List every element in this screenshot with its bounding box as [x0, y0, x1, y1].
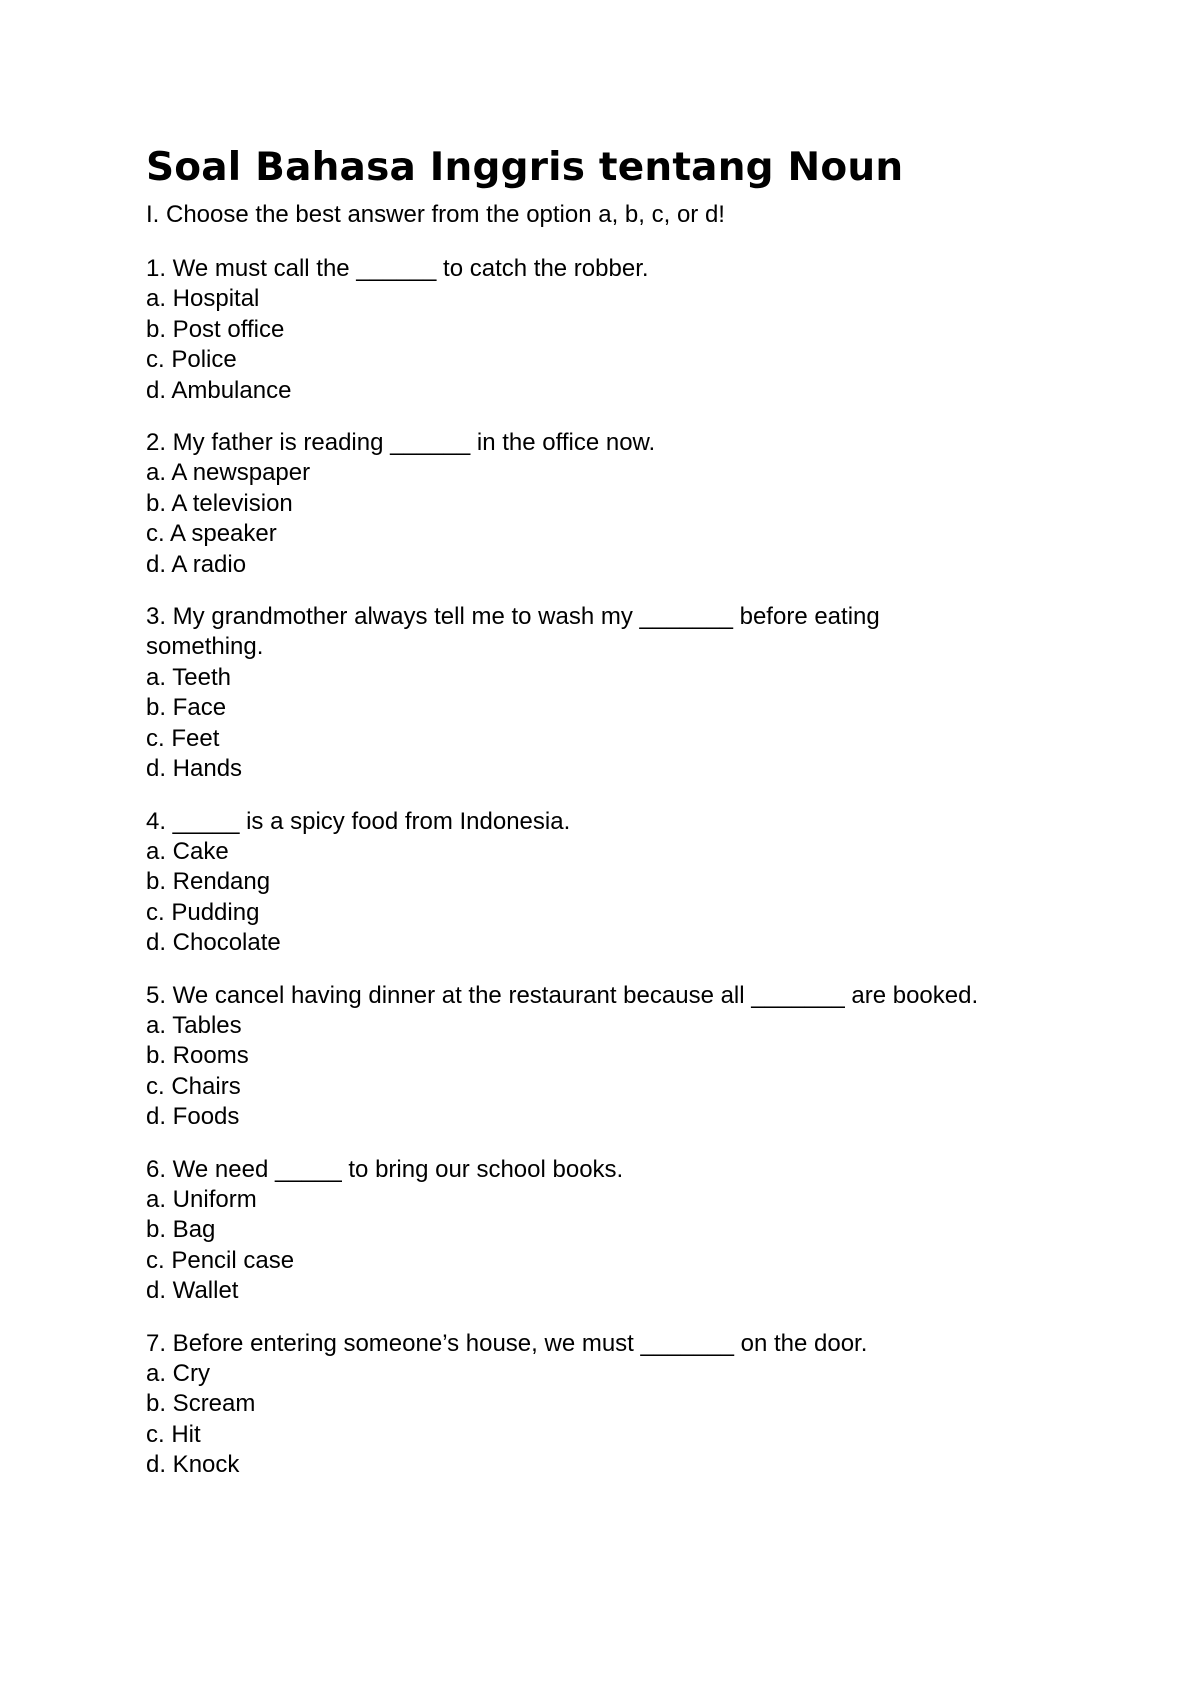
- option-b: b. A television: [146, 489, 293, 517]
- question-3: [146, 602, 1086, 784]
- option-a: a. Tables: [146, 1011, 242, 1039]
- option-a: a. Teeth: [146, 663, 231, 691]
- option-d: d. Knock: [146, 1451, 240, 1479]
- option-a: a. Hospital: [146, 285, 260, 313]
- question-text: 5. We cancel having dinner at the restaurant because all _______ are booked.: [146, 981, 979, 1009]
- option-d: d. Hands: [146, 755, 243, 783]
- option-d: d. Chocolate: [146, 929, 281, 957]
- question-text: 1. We must call the ______ to catch the robber.: [146, 255, 649, 282]
- question-2: [146, 428, 1086, 580]
- question-text: 2. My father is reading ______ in the office now.: [146, 429, 656, 457]
- option-c: c. Feet: [146, 724, 220, 752]
- option-b: b. Post office: [146, 315, 285, 343]
- option-d: d. Ambulance: [146, 376, 292, 404]
- question-text: 4. _____ is a spicy food from Indonesia.: [146, 807, 571, 835]
- option-c: c. Pencil case: [146, 1246, 295, 1274]
- document-content: [146, 144, 1086, 1503]
- option-a: a. Cake: [146, 837, 229, 865]
- option-b: b. Bag: [146, 1216, 216, 1244]
- option-c: c. Hit: [146, 1420, 201, 1448]
- option-d: d. Wallet: [146, 1277, 239, 1305]
- option-c: c. Police: [146, 346, 237, 374]
- question-4: [146, 807, 1086, 959]
- option-a: a. Cry: [146, 1360, 211, 1387]
- option-b: b. Rendang: [146, 868, 271, 896]
- question-1: [146, 254, 1086, 406]
- question-text: 3. My grandmother always tell me to wash my _______ before eating something.: [146, 603, 880, 661]
- option-a: a. A newspaper: [146, 459, 311, 487]
- option-b: b. Rooms: [146, 1042, 249, 1070]
- option-c: c. A speaker: [146, 520, 277, 548]
- instruction-text: I. Choose the best answer from the option a, b, c, or d!: [146, 201, 725, 228]
- option-b: b. Scream: [146, 1390, 256, 1418]
- question-text: 7. Before entering someone’s house, we must _______ on the door.: [146, 1329, 868, 1357]
- option-d: d. A radio: [146, 550, 247, 578]
- question-6: [146, 1155, 1086, 1307]
- option-c: c. Chairs: [146, 1072, 241, 1100]
- question-text: 6. We need _____ to bring our school books.: [146, 1155, 624, 1183]
- question-5: [146, 981, 1086, 1133]
- option-c: c. Pudding: [146, 898, 260, 926]
- document-title: Soal Bahasa Inggris tentang Noun: [146, 145, 904, 190]
- option-a: a. Uniform: [146, 1185, 257, 1213]
- question-7: [146, 1329, 1086, 1481]
- option-d: d. Foods: [146, 1103, 240, 1131]
- option-b: b. Face: [146, 694, 227, 722]
